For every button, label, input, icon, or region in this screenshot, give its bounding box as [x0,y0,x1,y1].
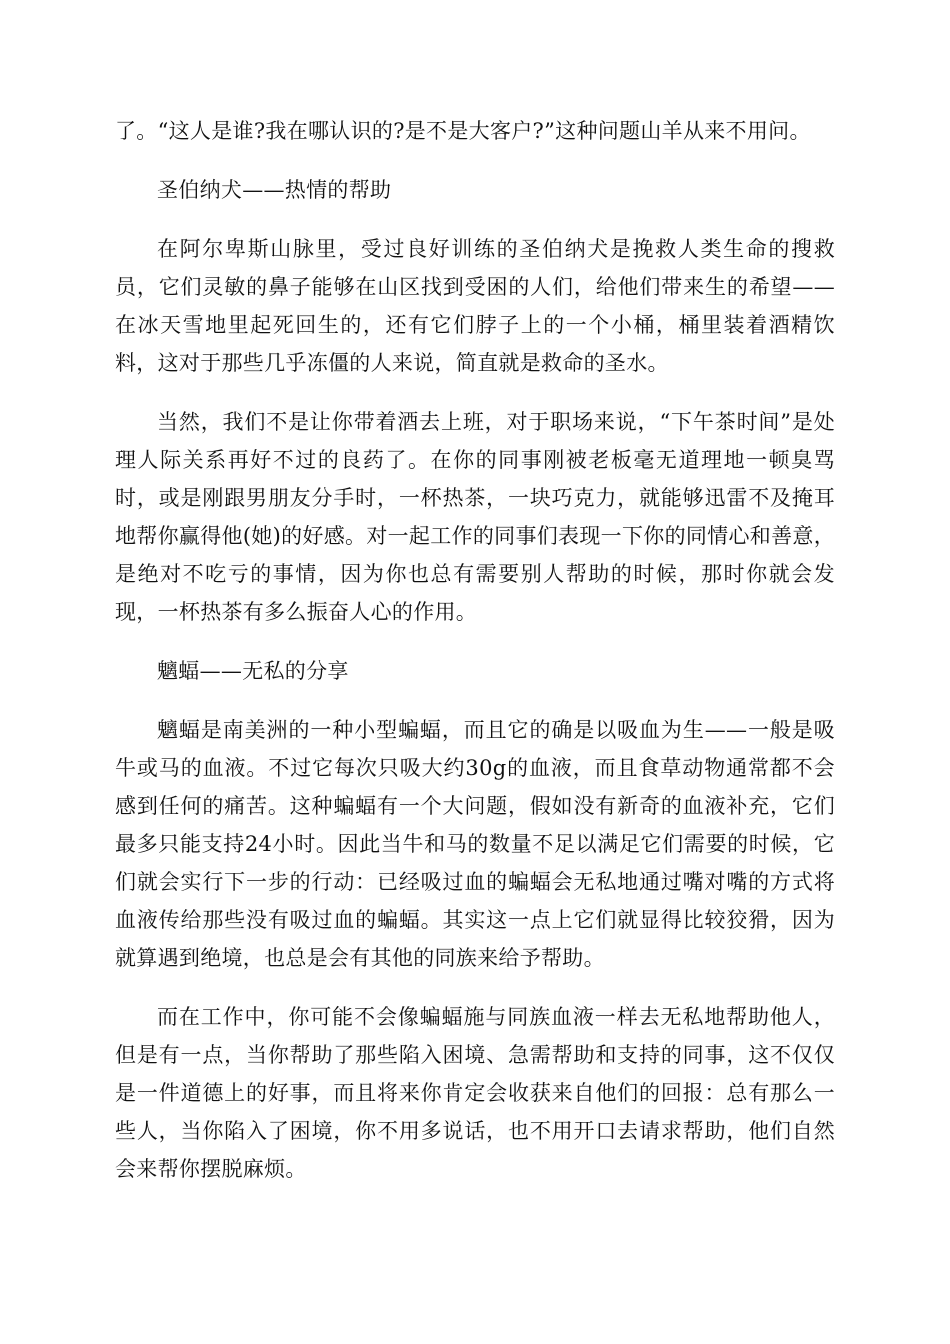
paragraph-st-bernard: 在阿尔卑斯山脉里，受过良好训练的圣伯纳犬是挽救人类生命的搜救员，它们灵敏的鼻子能够在山区找到受困的人们，给他们带来生的希望——在冰天雪地里起死回生的，还有它们脖子上的一个小桶，桶里装着酒精饮料，这对于那些几乎冻僵的人来说，简直就是救命的圣水。 [115,237,835,375]
paragraph-goat-ending: 了。“这人是谁?我在哪认识的?是不是大客户?”这种问题山羊从来不用问。 [115,119,811,143]
section-heading-vampire-bat: 魑蝠——无私的分享 [157,659,349,683]
paragraph-afternoon-tea: 当然，我们不是让你带着酒去上班，对于职场来说，“下午茶时间”是处理人际关系再好不过的良药了。在你的同事刚被老板毫无道理地一顿臭骂时，或是刚跟男朋友分手时，一杯热茶，一块巧克力，就能够迅雷不及掩耳地帮你赢得他(她)的好感。对一起工作的同事们表现一下你的同情心和善意，是绝对不吃亏的事情，因为你也总有需要别人帮助的时候，那时你就会发现，一杯热茶有多么振奋人心的作用。 [115,410,835,624]
document-page [115,112,835,1209]
paragraph-vampire-bat: 魑蝠是南美洲的一种小型蝙蝠，而且它的确是以吸血为生——一般是吸牛或马的血液。不过它每次只吸大约30g的血液，而且食草动物通常都不会感到任何的痛苦。这种蝙蝠有一个大问题，假如没有新奇的血液补充，它们最多只能支持24小时。因此当牛和马的数量不足以满足它们需要的时候，它们就会实行下一步的行动：已经吸过血的蝙蝠会无私地通过嘴对嘴的方式将血液传给那些没有吸过血的蝙蝠。其实这一点上它们就显得比较狡猾，因为就算遇到绝境，也总是会有其他的同族来给予帮助。 [115,718,835,970]
section-heading-st-bernard: 圣伯纳犬——热情的帮助 [157,178,392,202]
paragraph-helping-colleagues: 而在工作中，你可能不会像蝙蝠施与同族血液一样去无私地帮助他人，但是有一点，当你帮助了那些陷入困境、急需帮助和支持的同事，这不仅仅是一件道德上的好事，而且将来你肯定会收获来自他们的回报：总有那么一些人，当你陷入了困境，你不用多说话，也不用开口去请求帮助，他们自然会来帮你摆脱麻烦。 [115,1005,835,1181]
